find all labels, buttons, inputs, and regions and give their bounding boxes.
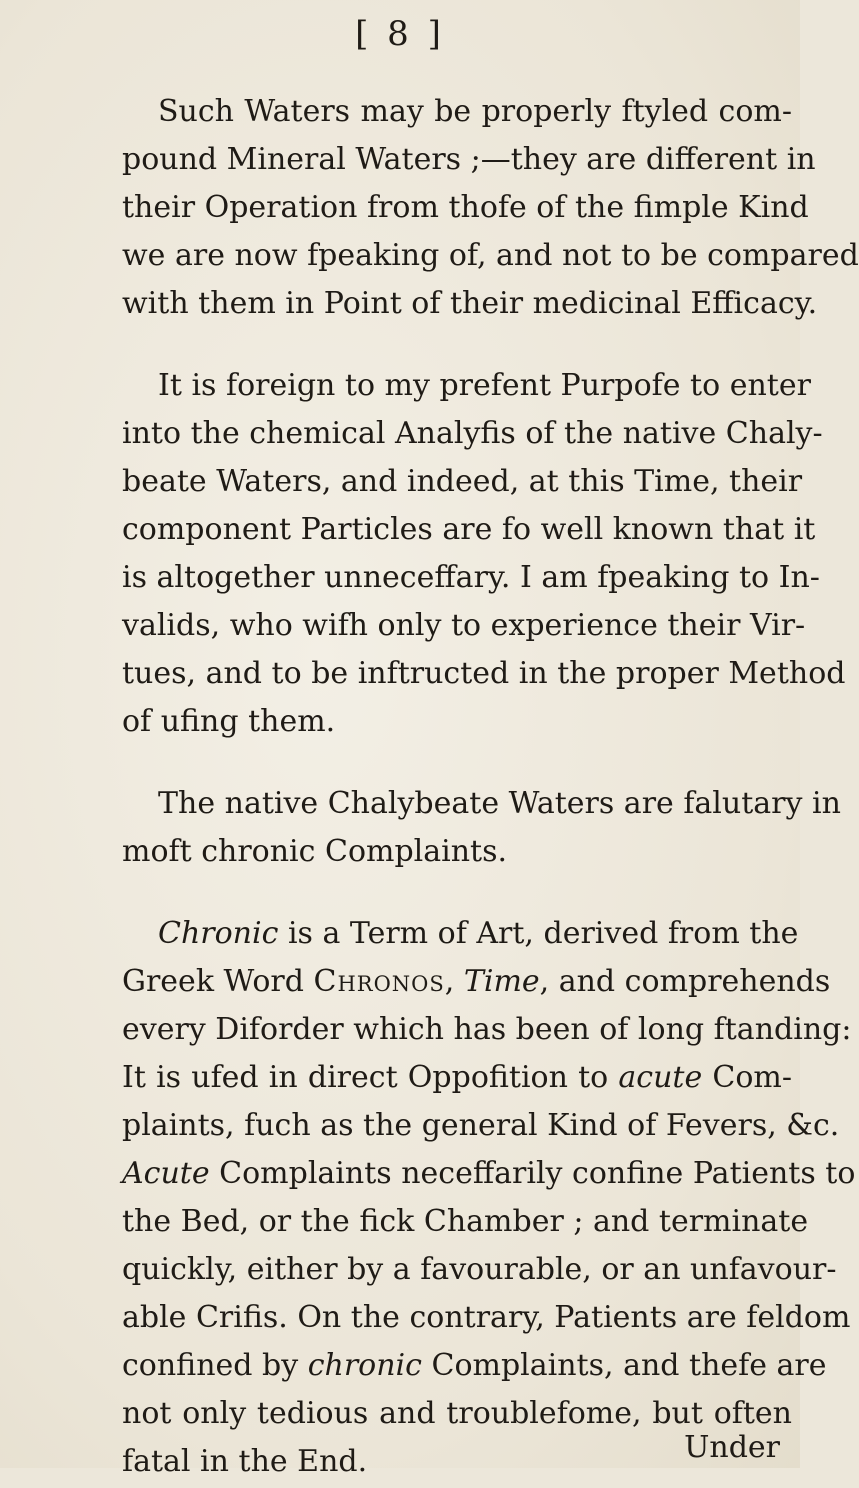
text-line: not only tedious and troublefome, but often — [122, 1396, 792, 1431]
italic-term: Time — [463, 964, 540, 999]
text-span: is a Term of Art, derived from the — [278, 916, 799, 951]
italic-term: Acute — [122, 1156, 210, 1191]
text-line: beate Waters, and indeed, at this Time, their — [122, 464, 803, 499]
text-line: tues, and to be inftructed in the proper Method — [122, 656, 846, 691]
text-line: their Operation from thofe of the fimple Kind — [122, 190, 809, 225]
text-line: we are now fpeaking of, and not to be compared — [122, 238, 859, 273]
text-line: plaints, fuch as the general Kind of Fevers, &c. — [122, 1108, 840, 1143]
text-span: , — [444, 964, 464, 999]
catchword-text: Under — [684, 1430, 780, 1465]
text-line: pound Mineral Waters ;—they are different in — [122, 142, 816, 177]
text-line — [122, 1150, 856, 1198]
text-span: Complaints, and thefe are — [421, 1348, 827, 1383]
italic-term: Chronic — [158, 916, 279, 951]
page-number: [ 8 ] — [355, 14, 445, 54]
text-line: valids, who wifh only to experience their Vir- — [122, 608, 806, 643]
text-line — [122, 958, 831, 1006]
text-line — [122, 1342, 827, 1390]
text-span: confined by — [122, 1348, 308, 1383]
text-line: The native Chalybeate Waters are falutary in — [158, 786, 841, 821]
text-line — [122, 1054, 792, 1102]
text-line: is altogether unneceffary. I am fpeaking to In- — [122, 560, 820, 595]
text-line: the Bed, or the fick Chamber ; and terminate — [122, 1204, 809, 1239]
small-caps-word: Chronos — [313, 964, 445, 999]
text-line: Such Waters may be properly ftyled com- — [158, 94, 792, 129]
italic-term: acute — [618, 1060, 703, 1095]
text-line: quickly, either by a favourable, or an unfavour- — [122, 1252, 837, 1287]
text-line: into the chemical Analyfis of the native Chaly- — [122, 416, 823, 451]
text-line — [158, 910, 799, 958]
text-line: fatal in the End. — [122, 1444, 368, 1479]
text-line: moft chronic Complaints. — [122, 834, 508, 869]
text-line: of ufing them. — [122, 704, 336, 739]
text-line: with them in Point of their medicinal Efficacy. — [122, 286, 818, 321]
italic-term: chronic — [307, 1348, 422, 1383]
text-line: able Crifis. On the contrary, Patients are feldom — [122, 1300, 851, 1335]
text-span: Complaints neceffarily confine Patients to — [209, 1156, 856, 1191]
text-line: It is foreign to my prefent Purpofe to enter — [158, 368, 811, 403]
text-line: every Diforder which has been of long ftanding: — [122, 1012, 852, 1047]
text-line: component Particles are fo well known that it — [122, 512, 816, 547]
text-span: It is ufed in direct Oppofition to — [122, 1060, 619, 1095]
text-span: , and comprehends — [539, 964, 831, 999]
text-span: Com- — [702, 1060, 792, 1095]
text-span: Greek Word — [122, 964, 314, 999]
